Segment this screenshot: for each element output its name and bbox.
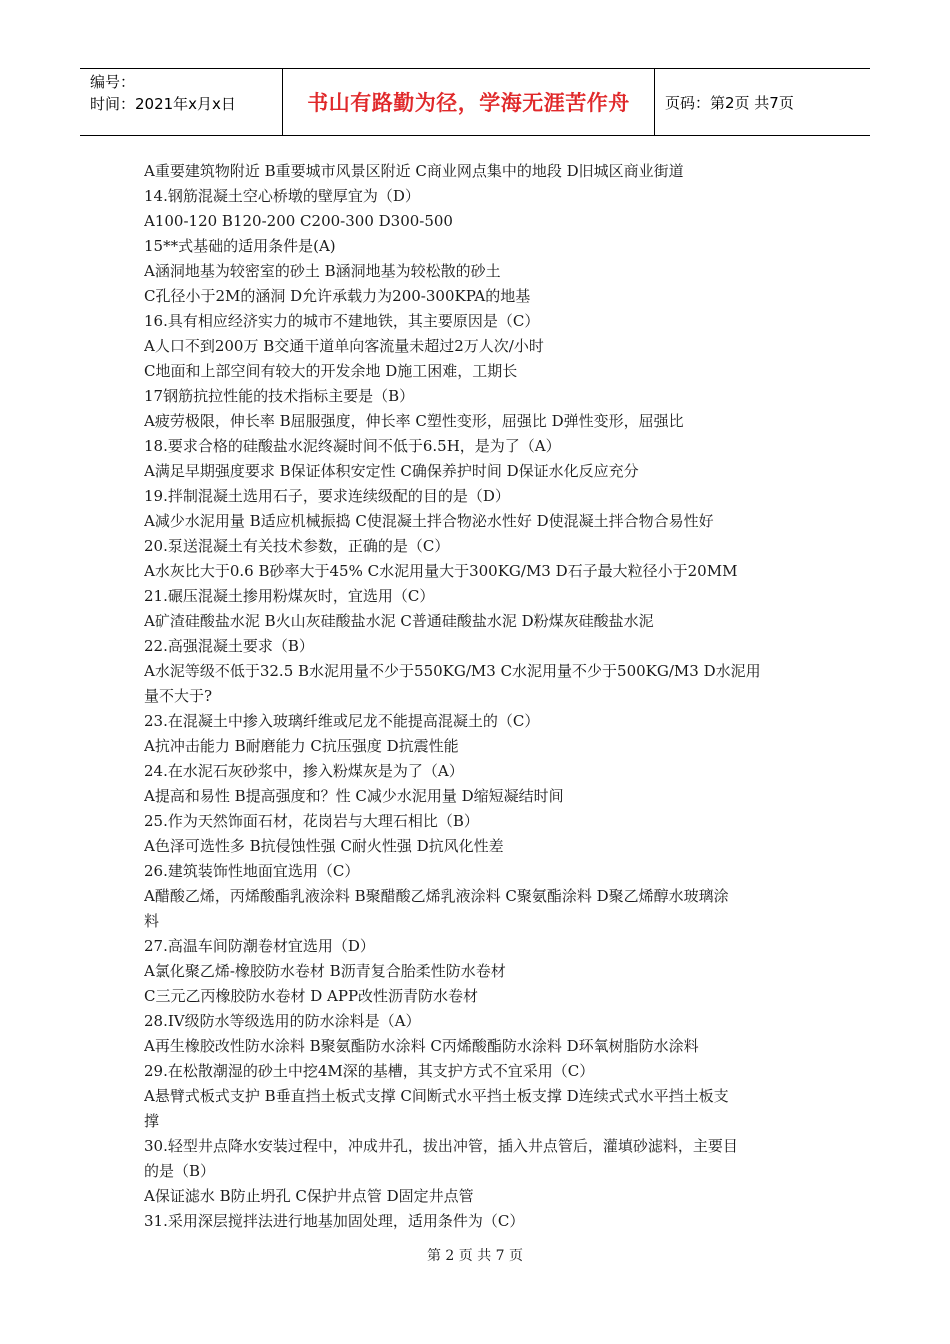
text-line: A色泽可选性多 B抗侵蚀性强 C耐火性强 D抗风化性差	[144, 837, 504, 855]
text-line: 15**式基础的适用条件是(A)	[144, 237, 336, 255]
text-line: A悬臂式板式支护 B垂直挡土板式支撑 C间断式水平挡土板支撑 D连续式式水平挡土板支	[144, 1087, 729, 1105]
text-line: C孔径小于2M的涵洞 D允许承载力为200-300KPA的地基	[144, 287, 531, 305]
text-line: A100-120 B120-200 C200-300 D300-500	[144, 212, 453, 230]
text-line: 17钢筋抗拉性能的技术指标主要是（B）	[144, 387, 415, 405]
text-line: A矿渣硅酸盐水泥 B火山灰硅酸盐水泥 C普通硅酸盐水泥 D粉煤灰硅酸盐水泥	[144, 612, 654, 630]
text-line: 22.高强混凝土要求（B）	[144, 637, 314, 655]
text-line: 料	[144, 912, 160, 930]
text-line: A抗冲击能力 B耐磨能力 C抗压强度 D抗震性能	[144, 737, 459, 755]
text-line: A重要建筑物附近 B重要城市风景区附近 C商业网点集中的地段 D旧城区商业街道	[144, 162, 684, 180]
text-line: A减少水泥用量 B适应机械振捣 C使混凝土拌合物泌水性好 D使混凝土拌合物合易性好	[144, 512, 714, 530]
text-line: 26.建筑装饰性地面宜选用（C）	[144, 862, 360, 880]
text-line: 16.具有相应经济实力的城市不建地铁，其主要原因是（C）	[144, 312, 540, 330]
page-header	[80, 68, 870, 136]
number-label: 编号：	[90, 73, 136, 91]
text-line: A疲劳极限，伸长率 B屈服强度，伸长率 C塑性变形，屈强比 D弹性变形，屈强比	[144, 412, 684, 430]
text-line: 撑	[144, 1112, 160, 1130]
text-line: 28.IV级防水等级选用的防水涂料是（A）	[144, 1012, 421, 1030]
text-line: A涵洞地基为较密室的砂土 B涵洞地基为较松散的砂土	[144, 262, 501, 280]
text-line: A氯化聚乙烯-橡胶防水卷材 B沥青复合胎柔性防水卷材	[144, 962, 506, 980]
text-line: 量不大于?	[144, 687, 213, 705]
text-line: A满足早期强度要求 B保证体积安定性 C确保养护时间 D保证水化反应充分	[144, 462, 639, 480]
text-line: 25.作为天然饰面石材，花岗岩与大理石相比（B）	[144, 812, 479, 830]
document-body	[144, 159, 809, 1234]
text-line: 30.轻型井点降水安装过程中，冲成井孔，拔出冲管，插入井点管后，灌填砂滤料，主要目	[144, 1137, 738, 1155]
text-line: 31.采用深层搅拌法进行地基加固处理，适用条件为（C）	[144, 1212, 525, 1230]
text-line: 21.碾压混凝土掺用粉煤灰时，宜选用（C）	[144, 587, 435, 605]
text-line: 18.要求合格的硅酸盐水泥终凝时间不低于6.5H，是为了（A）	[144, 437, 561, 455]
text-line: 14.钢筋混凝土空心桥墩的壁厚宜为（D）	[144, 187, 420, 205]
time-label: 时间：2021年x月x日	[90, 95, 236, 113]
text-line: A保证滤水 B防止坍孔 C保护井点管 D固定井点管	[144, 1187, 474, 1205]
text-line: 27.高温车间防潮卷材宜选用（D）	[144, 937, 375, 955]
text-line: C三元乙丙橡胶防水卷材 D APP改性沥青防水卷材	[144, 987, 479, 1005]
text-line: 24.在水泥石灰砂浆中，掺入粉煤灰是为了（A）	[144, 762, 464, 780]
text-line: A醋酸乙烯，丙烯酸酯乳液涂料 B聚醋酸乙烯乳液涂料 C聚氨酯涂料 D聚乙烯醇水玻璃涂	[144, 887, 729, 905]
text-line: A再生橡胶改性防水涂料 B聚氨酯防水涂料 C丙烯酸酯防水涂料 D环氧树脂防水涂料	[144, 1037, 699, 1055]
text-line: 19.拌制混凝土选用石子，要求连续级配的目的是（D）	[144, 487, 510, 505]
text-line: 23.在混凝土中掺入玻璃纤维或尼龙不能提高混凝土的（C）	[144, 712, 540, 730]
header-page-code: 页码：第2页 共7页	[665, 93, 794, 112]
header-meta	[80, 69, 283, 135]
page-footer: 第 2 页 共 7 页	[426, 1248, 524, 1264]
text-line: A水灰比大于0.6 B砂率大于45% C水泥用量大于300KG/M3 D石子最大粒径小于20MM	[144, 562, 738, 580]
text-line: C地面和上部空间有较大的开发余地 D施工困难，工期长	[144, 362, 518, 380]
text-line: A提高和易性 B提高强度和？性 C减少水泥用量 D缩短凝结时间	[144, 787, 564, 805]
text-line: 的是（B）	[144, 1162, 216, 1180]
text-line: 29.在松散潮湿的砂土中挖4M深的基槽，其支护方式不宜采用（C）	[144, 1062, 595, 1080]
text-line: A人口不到200万 B交通干道单向客流量未超过2万人次/小时	[144, 337, 544, 355]
text-line: A水泥等级不低于32.5 B水泥用量不少于550KG/M3 C水泥用量不少于500KG/M3 D水泥用	[144, 662, 761, 680]
text-line: 20.泵送混凝土有关技术参数，正确的是（C）	[144, 537, 450, 555]
header-motto: 书山有路勤为径，学海无涯苦作舟	[283, 69, 655, 135]
